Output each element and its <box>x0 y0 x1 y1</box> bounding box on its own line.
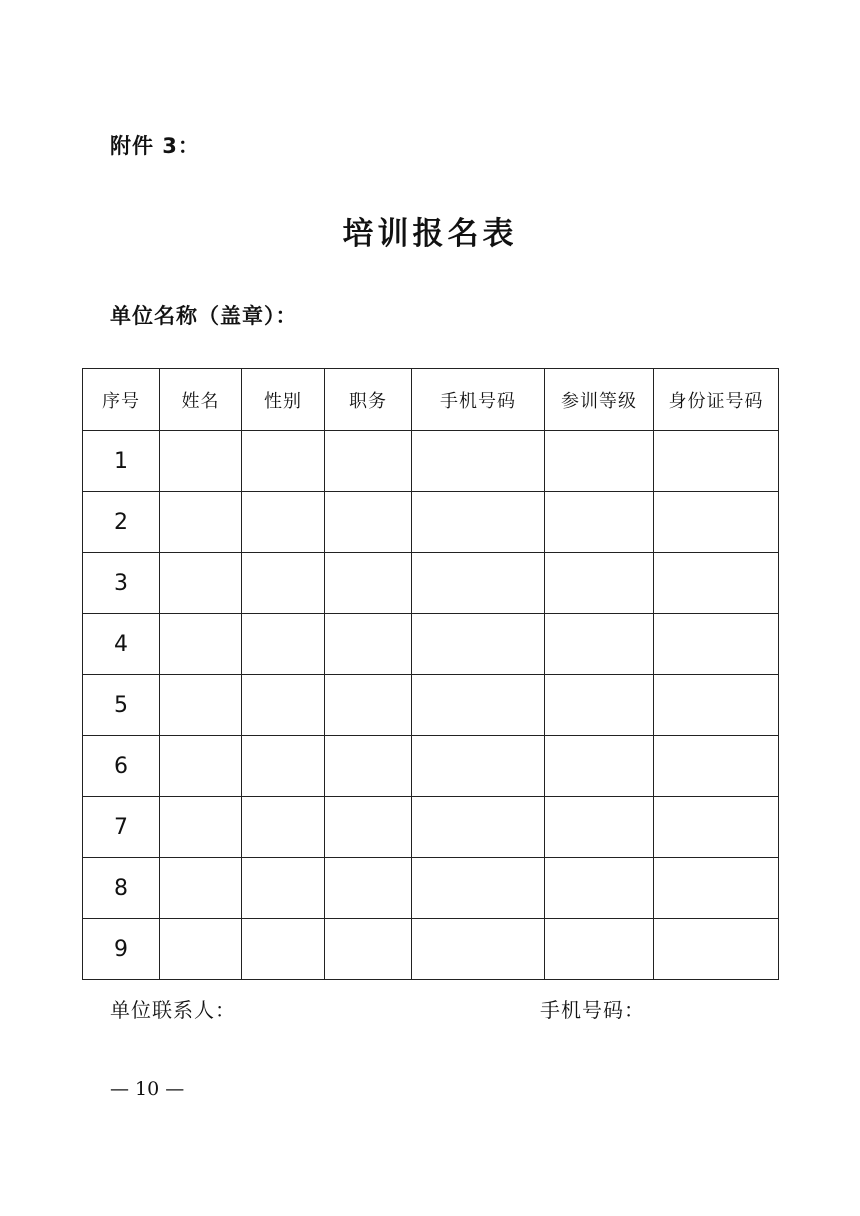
phone-cell[interactable] <box>412 675 545 736</box>
phone-cell[interactable] <box>412 919 545 980</box>
position-cell[interactable] <box>325 492 412 553</box>
row-seq-cell: 4 <box>83 614 160 675</box>
header-position: 职务 <box>325 369 412 431</box>
level-cell[interactable] <box>545 858 654 919</box>
level-cell[interactable] <box>545 675 654 736</box>
id-number-cell[interactable] <box>654 614 779 675</box>
position-cell[interactable] <box>325 614 412 675</box>
level-cell[interactable] <box>545 553 654 614</box>
row-seq-cell: 1 <box>83 431 160 492</box>
name-cell[interactable] <box>160 858 242 919</box>
gender-cell[interactable] <box>242 675 325 736</box>
id-number-cell[interactable] <box>654 553 779 614</box>
contact-phone-label: 手机号码： <box>540 998 645 1022</box>
position-cell[interactable] <box>325 431 412 492</box>
phone-cell[interactable] <box>412 492 545 553</box>
name-cell[interactable] <box>160 492 242 553</box>
header-id-number: 身份证号码 <box>654 369 779 431</box>
position-cell[interactable] <box>325 919 412 980</box>
id-number-cell[interactable] <box>654 919 779 980</box>
table-header-row <box>83 369 779 431</box>
id-number-cell[interactable] <box>654 431 779 492</box>
table-row <box>83 614 779 675</box>
table-body <box>83 431 779 980</box>
level-cell[interactable] <box>545 736 654 797</box>
table-row <box>83 492 779 553</box>
id-number-cell[interactable] <box>654 492 779 553</box>
position-cell[interactable] <box>325 736 412 797</box>
phone-cell[interactable] <box>412 553 545 614</box>
registration-table <box>82 368 779 980</box>
id-number-cell[interactable] <box>654 797 779 858</box>
name-cell[interactable] <box>160 675 242 736</box>
name-cell[interactable] <box>160 736 242 797</box>
row-seq-cell: 9 <box>83 919 160 980</box>
position-cell[interactable] <box>325 553 412 614</box>
row-seq-cell: 8 <box>83 858 160 919</box>
level-cell[interactable] <box>545 431 654 492</box>
id-number-cell[interactable] <box>654 736 779 797</box>
table-row <box>83 736 779 797</box>
id-number-cell[interactable] <box>654 858 779 919</box>
level-cell[interactable] <box>545 797 654 858</box>
header-gender: 性别 <box>242 369 325 431</box>
gender-cell[interactable] <box>242 431 325 492</box>
page-number: — 10 — <box>110 1078 185 1100</box>
name-cell[interactable] <box>160 553 242 614</box>
header-level: 参训等级 <box>545 369 654 431</box>
level-cell[interactable] <box>545 492 654 553</box>
position-cell[interactable] <box>325 858 412 919</box>
name-cell[interactable] <box>160 919 242 980</box>
name-cell[interactable] <box>160 797 242 858</box>
phone-cell[interactable] <box>412 431 545 492</box>
name-cell[interactable] <box>160 431 242 492</box>
gender-cell[interactable] <box>242 614 325 675</box>
name-cell[interactable] <box>160 614 242 675</box>
table-row <box>83 553 779 614</box>
gender-cell[interactable] <box>242 553 325 614</box>
gender-cell[interactable] <box>242 858 325 919</box>
unit-name-label: 单位名称（盖章）： <box>110 304 298 328</box>
table-row <box>83 431 779 492</box>
row-seq-cell: 3 <box>83 553 160 614</box>
header-name: 姓名 <box>160 369 242 431</box>
gender-cell[interactable] <box>242 919 325 980</box>
row-seq-cell: 7 <box>83 797 160 858</box>
id-number-cell[interactable] <box>654 675 779 736</box>
gender-cell[interactable] <box>242 492 325 553</box>
position-cell[interactable] <box>325 675 412 736</box>
page-title: 培训报名表 <box>342 216 518 252</box>
level-cell[interactable] <box>545 919 654 980</box>
table-row <box>83 675 779 736</box>
gender-cell[interactable] <box>242 797 325 858</box>
table-row <box>83 858 779 919</box>
phone-cell[interactable] <box>412 858 545 919</box>
contact-person-label: 单位联系人： <box>110 998 236 1022</box>
table-row <box>83 919 779 980</box>
position-cell[interactable] <box>325 797 412 858</box>
attachment-label: 附件 3： <box>110 134 200 158</box>
row-seq-cell: 2 <box>83 492 160 553</box>
phone-cell[interactable] <box>412 614 545 675</box>
gender-cell[interactable] <box>242 736 325 797</box>
row-seq-cell: 5 <box>83 675 160 736</box>
header-seq: 序号 <box>83 369 160 431</box>
phone-cell[interactable] <box>412 736 545 797</box>
header-phone: 手机号码 <box>412 369 545 431</box>
row-seq-cell: 6 <box>83 736 160 797</box>
table-row <box>83 797 779 858</box>
phone-cell[interactable] <box>412 797 545 858</box>
level-cell[interactable] <box>545 614 654 675</box>
